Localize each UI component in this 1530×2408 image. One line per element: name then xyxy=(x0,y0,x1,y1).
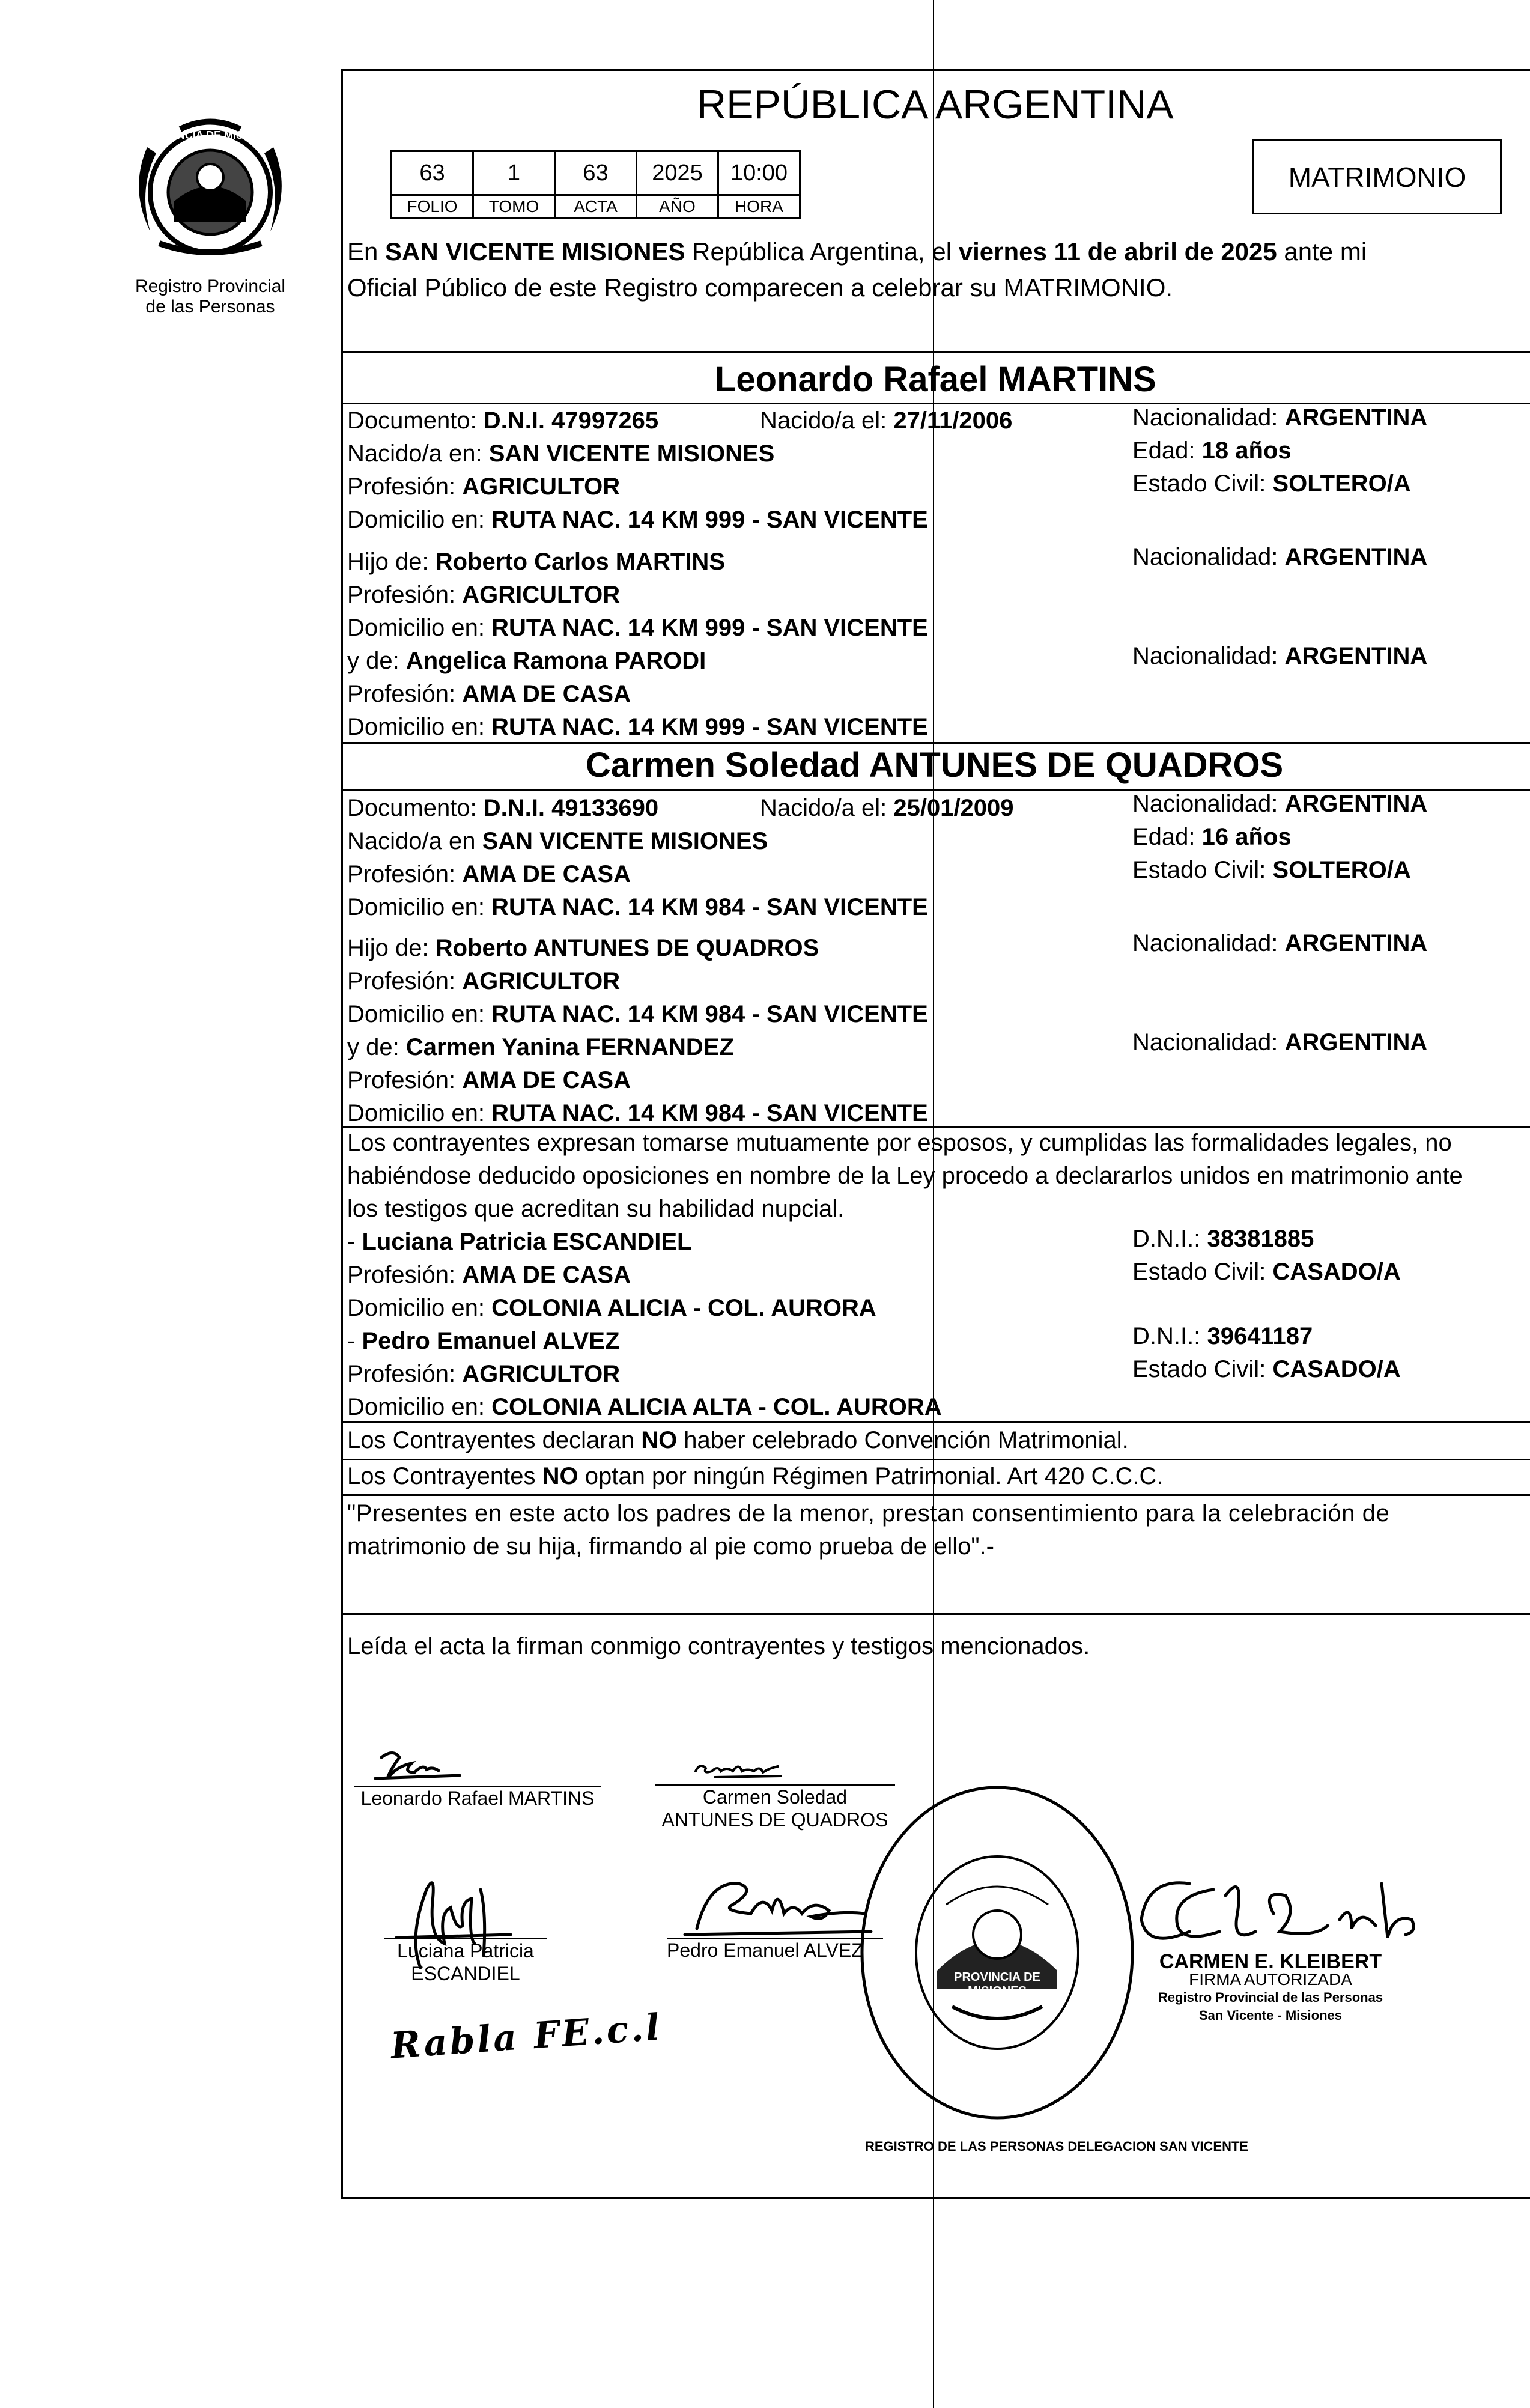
groom-signature xyxy=(369,1745,466,1790)
divider xyxy=(341,1126,1530,1128)
tomo-value: 1 xyxy=(473,151,555,195)
tomo-label: TOMO xyxy=(473,195,555,219)
groom-birth-place: Nacido/a en: SAN VICENTE MISIONES xyxy=(347,440,775,467)
bride-birth-date: Nacido/a el: 25/01/2009 xyxy=(760,795,1014,821)
groom-mother-name: y de: Angelica Ramona PARODI xyxy=(347,648,706,674)
witness-2-civil-status: Estado Civil: CASADO/A xyxy=(1132,1356,1401,1382)
bride-mother-name: y de: Carmen Yanina FERNANDEZ xyxy=(347,1034,734,1060)
witness-1-dni: D.N.I.: 38381885 xyxy=(1132,1226,1314,1252)
bride-mother-profession: Profesión: AMA DE CASA xyxy=(347,1067,631,1093)
parents-handwritten-annotation: Rabla FE.c.l xyxy=(389,2006,663,2067)
bride-age: Edad: 16 años xyxy=(1132,824,1292,850)
groom-address: Domicilio en: RUTA NAC. 14 KM 999 - SAN VICENTE xyxy=(347,506,928,533)
official-stamp: CARMEN E. KLEIBERT FIRMA AUTORIZADA Registro Provincial de las Personas San Vicente - Misiones xyxy=(1158,1950,1383,2023)
groom-father-profession: Profesión: AGRICULTOR xyxy=(347,582,621,608)
seal-caption: PROVINCIA DE MISIONES xyxy=(143,129,278,141)
folio-value: 63 xyxy=(392,151,473,195)
witness-2-dni: D.N.I.: 39641187 xyxy=(1132,1323,1313,1349)
bride-mother-address: Domicilio en: RUTA NAC. 14 KM 984 - SAN VICENTE xyxy=(347,1100,928,1126)
witness-2-address: Domicilio en: COLONIA ALICIA ALTA - COL. AURORA xyxy=(347,1394,942,1420)
registry-name: Registro Provincial de las Personas xyxy=(135,276,286,317)
witness-2-signature-caption: Pedro Emanuel ALVEZ xyxy=(667,1939,863,1961)
seal-outer-text: REGISTRO DE LAS PERSONAS DELEGACION SAN VICENTE xyxy=(865,2139,1249,2154)
convention-line-1: Los Contrayentes declaran NO haber celebrado Convención Matrimonial. xyxy=(347,1427,1129,1453)
bride-full-name: Carmen Soledad ANTUNES DE QUADROS xyxy=(586,746,1284,785)
groom-father-name: Hijo de: Roberto Carlos MARTINS xyxy=(347,549,725,575)
groom-full-name: Leonardo Rafael MARTINS xyxy=(715,360,1156,399)
hour-label: HORA xyxy=(718,195,800,219)
convention-line-2: Los Contrayentes NO optan por ningún Régimen Patrimonial. Art 420 C.C.C. xyxy=(347,1463,1164,1489)
witness-1-address: Domicilio en: COLONIA ALICIA - COL. AURORA xyxy=(347,1295,876,1321)
declaration-line-2: habiéndose deducido oposiciones en nombre de la Ley procedo a declararlos unidos en matrimonio ante xyxy=(347,1163,1463,1189)
country-title: REPÚBLICA ARGENTINA xyxy=(697,82,1174,127)
witness-1-civil-status: Estado Civil: CASADO/A xyxy=(1132,1259,1401,1285)
closing-statement: Leída el acta la firman conmigo contrayentes y testigos mencionados. xyxy=(347,1633,1090,1659)
year-label: AÑO xyxy=(637,195,718,219)
acta-value: 63 xyxy=(555,151,637,195)
bride-mother-nationality: Nacionalidad: ARGENTINA xyxy=(1132,1029,1428,1056)
groom-nationality: Nacionalidad: ARGENTINA xyxy=(1132,404,1428,431)
witness-1-signature-caption: Luciana Patricia ESCANDIEL xyxy=(397,1940,534,1984)
consent-line-1: "Presentes en este acto los padres de la menor, prestan consentimiento para la celebración de xyxy=(347,1500,1390,1527)
bride-father-profession: Profesión: AGRICULTOR xyxy=(347,968,621,994)
consent-line-2: matrimonio de su hija, firmando al pie como prueba de ello".- xyxy=(347,1533,994,1560)
groom-age: Edad: 18 años xyxy=(1132,437,1292,464)
bride-signature xyxy=(691,1753,787,1786)
groom-profession: Profesión: AGRICULTOR xyxy=(347,473,621,500)
frame-top-border xyxy=(341,69,1530,71)
hour-value: 10:00 xyxy=(718,151,800,195)
bride-document: Documento: D.N.I. 49133690 xyxy=(347,795,659,821)
witness-1-name: - Luciana Patricia ESCANDIEL xyxy=(347,1229,692,1255)
signature-line xyxy=(384,1938,547,1939)
bride-birth-place: Nacido/a en SAN VICENTE MISIONES xyxy=(347,828,768,854)
witness-2-name: - Pedro Emanuel ALVEZ xyxy=(347,1328,620,1354)
divider xyxy=(341,351,1530,353)
bride-profession: Profesión: AMA DE CASA xyxy=(347,861,631,887)
divider xyxy=(341,1421,1530,1423)
seal-inner-text: PROVINCIA DE MISIONES xyxy=(954,1971,1040,1998)
groom-civil-status: Estado Civil: SOLTERO/A xyxy=(1132,470,1411,497)
groom-birth-date: Nacido/a el: 27/11/2006 xyxy=(760,407,1013,434)
groom-mother-nationality: Nacionalidad: ARGENTINA xyxy=(1132,643,1428,669)
groom-document: Documento: D.N.I. 47997265 xyxy=(347,407,659,434)
witness-2-signature xyxy=(673,1868,877,1944)
divider xyxy=(341,1459,1530,1460)
divider xyxy=(341,1494,1530,1496)
declaration-line-1: Los contrayentes expresan tomarse mutuamente por esposos, y cumplidas las formalidades legales, no xyxy=(347,1130,1452,1156)
record-type-box: MATRIMONIO xyxy=(1252,139,1502,214)
witness-2-profession: Profesión: AGRICULTOR xyxy=(347,1361,621,1387)
divider xyxy=(341,742,1530,744)
year-value: 2025 xyxy=(637,151,718,195)
groom-mother-profession: Profesión: AMA DE CASA xyxy=(347,681,631,707)
divider xyxy=(341,1613,1530,1615)
groom-father-nationality: Nacionalidad: ARGENTINA xyxy=(1132,544,1428,570)
frame-bottom-border xyxy=(341,2197,1530,2199)
folio-label: FOLIO xyxy=(392,195,473,219)
signature-line xyxy=(354,1786,601,1787)
bride-signature-caption: Carmen Soledad ANTUNES DE QUADROS xyxy=(661,1786,888,1831)
bride-father-name: Hijo de: Roberto ANTUNES DE QUADROS xyxy=(347,935,819,961)
intro-line-2: Oficial Público de este Registro comparecen a celebrar su MATRIMONIO. xyxy=(347,273,1173,302)
bride-father-nationality: Nacionalidad: ARGENTINA xyxy=(1132,930,1428,956)
frame-left-border xyxy=(341,69,343,2199)
record-meta-table xyxy=(390,150,801,219)
bride-father-address: Domicilio en: RUTA NAC. 14 KM 984 - SAN VICENTE xyxy=(347,1001,928,1027)
intro-line-1: En SAN VICENTE MISIONES República Argentina, el viernes 11 de abril de 2025 ante mi xyxy=(347,237,1367,266)
groom-mother-address: Domicilio en: RUTA NAC. 14 KM 999 - SAN VICENTE xyxy=(347,714,928,740)
declaration-line-3: los testigos que acreditan su habilidad nupcial. xyxy=(347,1196,845,1222)
groom-father-address: Domicilio en: RUTA NAC. 14 KM 999 - SAN VICENTE xyxy=(347,615,928,641)
witness-1-profession: Profesión: AMA DE CASA xyxy=(347,1262,631,1288)
registry-round-seal xyxy=(847,1772,1147,2133)
groom-signature-caption: Leonardo Rafael MARTINS xyxy=(360,1787,595,1809)
bride-civil-status: Estado Civil: SOLTERO/A xyxy=(1132,857,1411,883)
bride-nationality: Nacionalidad: ARGENTINA xyxy=(1132,791,1428,817)
bride-address: Domicilio en: RUTA NAC. 14 KM 984 - SAN VICENTE xyxy=(347,894,928,920)
acta-label: ACTA xyxy=(555,195,637,219)
